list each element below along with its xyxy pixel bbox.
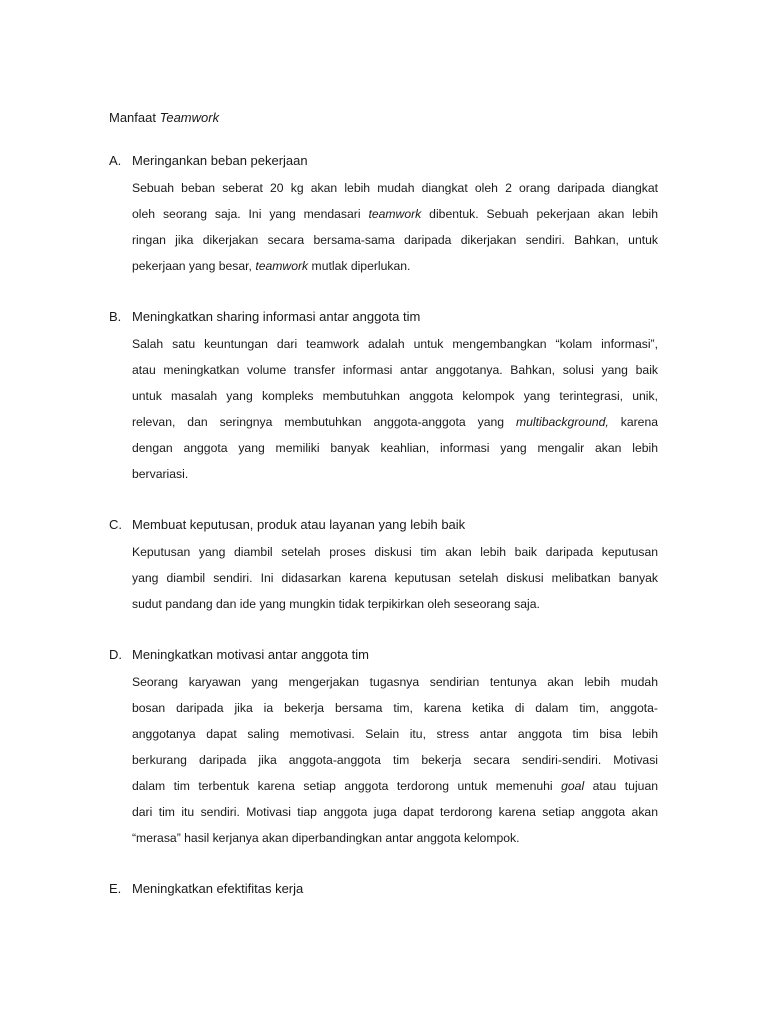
paragraph-line: ringan jika dikerjakan secara bersama-sama daripada dikerjakan sendiri. Bahkan, untuk [132, 233, 658, 247]
section-paragraph-b [132, 331, 658, 487]
section-heading-text: Meningkatkan efektifitas kerja [132, 881, 304, 896]
paragraph-line: bosan daripada jika ia bekerja bersama tim, karena ketika di dalam tim, anggota- [132, 701, 658, 715]
paragraph-line: sudut pandang dan ide yang mungkin tidak terpikirkan oleh seseorang saja. [132, 597, 540, 611]
paragraph-line: untuk masalah yang kompleks membutuhkan anggota kelompok yang terintegrasi, unik, [132, 389, 658, 403]
paragraph-line: Keputusan yang diambil setelah proses diskusi tim akan lebih baik daripada keputusan [132, 545, 658, 559]
section-paragraph-d [132, 669, 658, 851]
title-prefix: Manfaat [109, 110, 160, 125]
paragraph-line: pekerjaan yang besar, teamwork mutlak diperlukan. [132, 259, 411, 273]
section-heading-text: Meringankan beban pekerjaan [132, 153, 308, 168]
page-title [109, 109, 219, 127]
paragraph-line: berkurang daripada jika anggota-anggota tim bekerja secara sendiri-sendiri. Motivasi [132, 753, 658, 767]
paragraph-line: atau meningkatkan volume transfer informasi antar anggotanya. Bahkan, solusi yang baik [132, 363, 658, 377]
paragraph-line: Salah satu keuntungan dari teamwork adalah untuk mengembangkan “kolam informasi”, [132, 337, 658, 351]
section-heading-b [109, 308, 420, 326]
section-paragraph-c [132, 539, 658, 617]
paragraph-line: anggotanya dapat saling memotivasi. Selain itu, stress antar anggota tim bisa lebih [132, 727, 658, 741]
section-heading-a [109, 152, 308, 170]
paragraph-line: relevan, dan seringnya membutuhkan anggota-anggota yang multibackground, karena [132, 415, 658, 429]
paragraph-line: bervariasi. [132, 467, 189, 481]
paragraph-line: oleh seorang saja. Ini yang mendasari teamwork dibentuk. Sebuah pekerjaan akan lebih [132, 207, 658, 221]
section-heading-text: Meningkatkan motivasi antar anggota tim [132, 647, 370, 662]
paragraph-line: Seorang karyawan yang mengerjakan tugasnya sendirian tentunya akan lebih mudah [132, 675, 658, 689]
paragraph-line: dengan anggota yang memiliki banyak keahlian, informasi yang mengalir akan lebih [132, 441, 658, 455]
section-letter: C. [109, 517, 122, 532]
section-heading-c [109, 516, 465, 534]
section-paragraph-a [132, 175, 658, 279]
section-heading-d [109, 646, 369, 664]
section-letter: A. [109, 153, 122, 168]
section-letter: B. [109, 309, 122, 324]
paragraph-line: yang diambil sendiri. Ini didasarkan karena keputusan setelah diskusi melibatkan banyak [132, 571, 658, 585]
paragraph-line: Sebuah beban seberat 20 kg akan lebih mudah diangkat oleh 2 orang daripada diangkat [132, 181, 658, 195]
section-heading-e [109, 880, 303, 898]
section-heading-text: Meningkatkan sharing informasi antar anggota tim [132, 309, 421, 324]
section-letter: E. [109, 881, 122, 896]
title-italic: Teamwork [159, 110, 220, 125]
section-heading-text: Membuat keputusan, produk atau layanan yang lebih baik [132, 517, 466, 532]
paragraph-line: “merasa” hasil kerjanya akan diperbandingkan antar anggota kelompok. [132, 831, 520, 845]
paragraph-line: dari tim itu sendiri. Motivasi tiap anggota juga dapat terdorong karena setiap anggota akan [132, 805, 658, 819]
paragraph-line: dalam tim terbentuk karena setiap anggota terdorong untuk memenuhi goal atau tujuan [132, 779, 658, 793]
section-letter: D. [109, 647, 122, 662]
